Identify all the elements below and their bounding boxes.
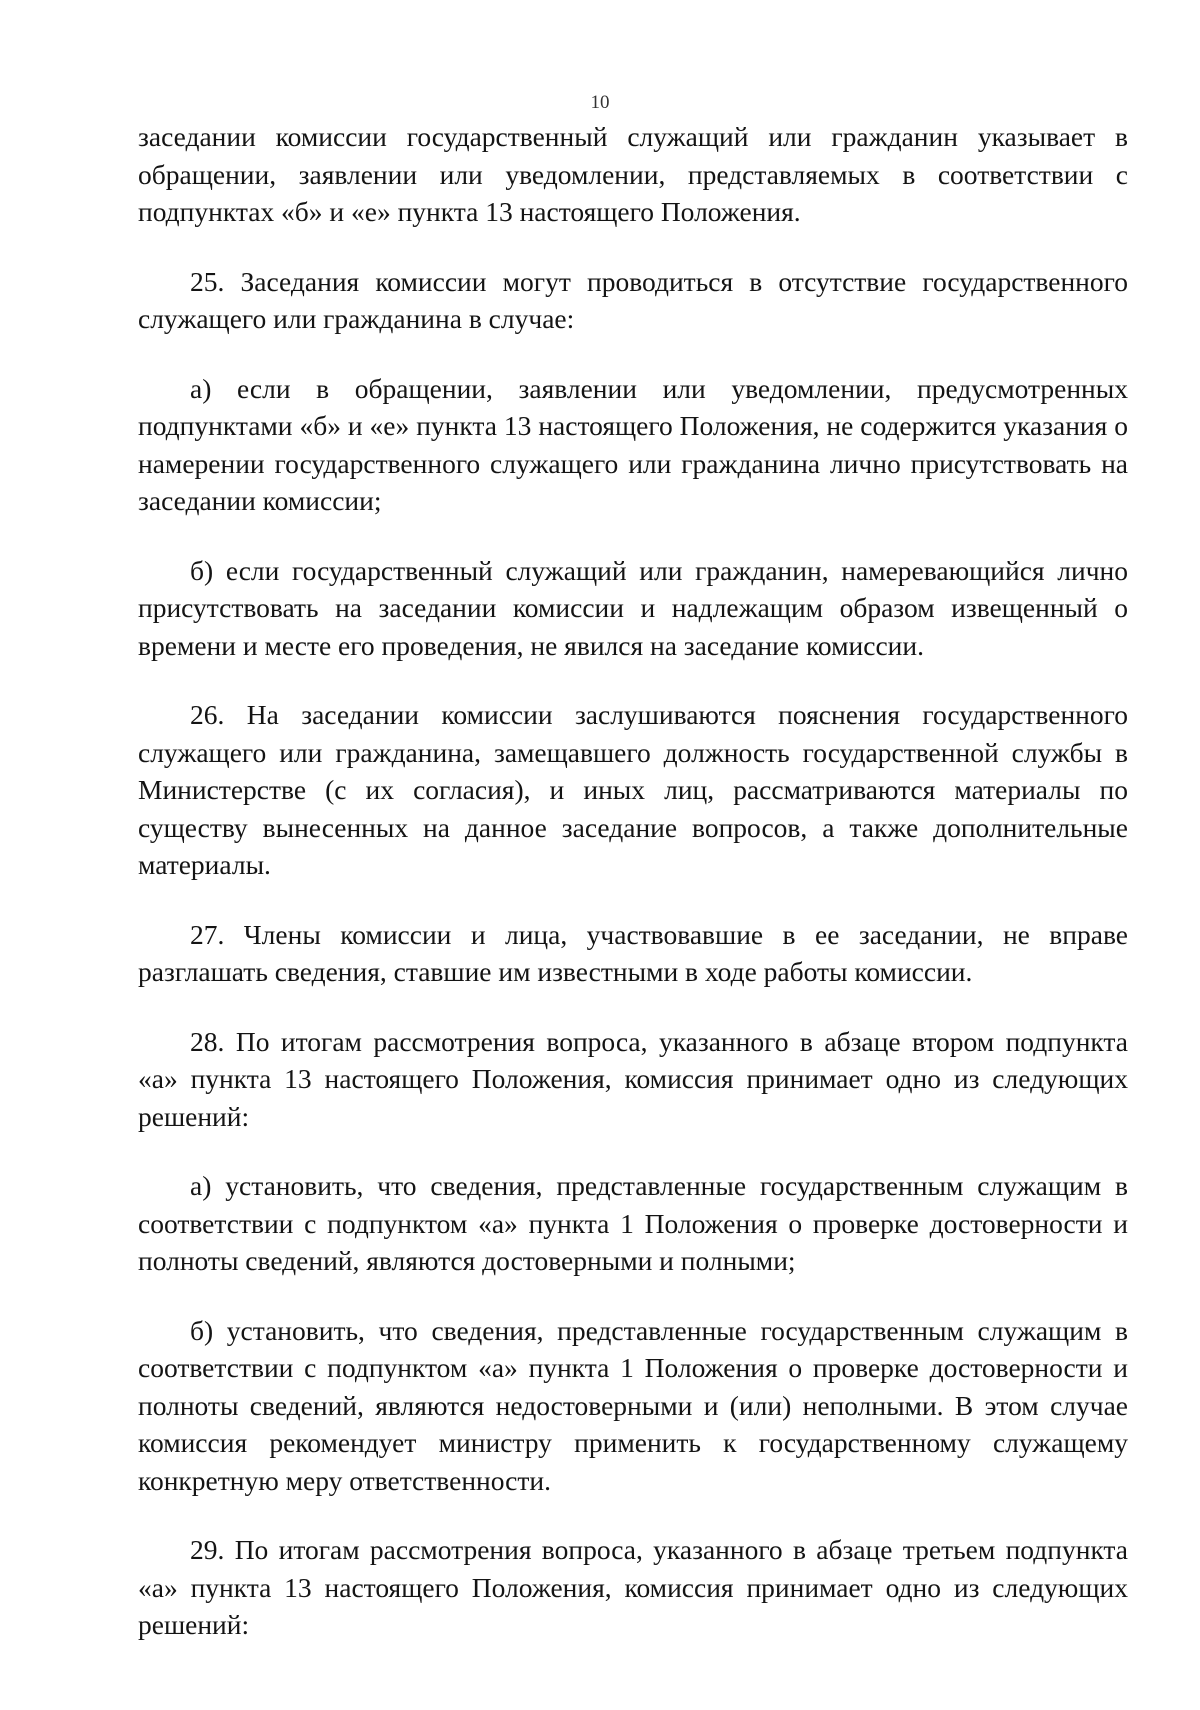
paragraph-25-a: а) если в обращении, заявлении или уведомлении, предусмотренных подпунктами «б» и «е» пункта 13 настоящего Положения, не содержится указания о намерении государственного служащего или гражданина лично присутствовать на заседании комиссии; — [138, 372, 1128, 516]
paragraph-28: 28. По итогам рассмотрения вопроса, указанного в абзаце втором подпункта «а» пункта 13 настоящего Положения, комиссия принимает одно из следующих решений: — [138, 1025, 1128, 1132]
paragraph-29: 29. По итогам рассмотрения вопроса, указанного в абзаце третьем подпункта «а» пункта 13 настоящего Положения, комиссия принимает одно из следующих решений: — [138, 1534, 1128, 1640]
paragraph-continuation: заседании комиссии государственный служащий или гражданин указывает в обращении, заявлении или уведомлении, представляемых в соответствии с подпунктах «б» и «е» пункта 13 настоящего Положения. — [138, 121, 1128, 227]
paragraph-28-a: а) установить, что сведения, представленные государственным служащим в соответствии с подпунктом «а» пункта 1 Положения о проверке достоверности и полноты сведений, являются достоверными и полными; — [138, 1170, 1128, 1276]
paragraph-25: 25. Заседания комиссии могут проводиться в отсутствие государственного служащего или гражданина в случае: — [138, 265, 1128, 334]
paragraph-28-b: б) установить, что сведения, представленные государственным служащим в соответствии с подпунктом «а» пункта 1 Положения о проверке достоверности и полноты сведений, являются недостоверными и (или) неполными. В этом случае комиссия рекомендует министру применить к государственному служащему конкретную меру ответственности. — [138, 1314, 1128, 1496]
paragraph-27: 27. Члены комиссии и лица, участвовавшие в ее заседании, не вправе разглашать сведения, ставшие им известными в ходе работы комиссии. — [138, 918, 1128, 987]
paragraph-25-b: б) если государственный служащий или гражданин, намеревающийся лично присутствовать на заседании комиссии и надлежащим образом извещенный о времени и месте его проведения, не явился на заседание комиссии. — [138, 554, 1128, 661]
page-number: 10 — [590, 92, 610, 113]
document-body — [138, 118, 1128, 1676]
paragraph-26: 26. На заседании комиссии заслушиваются пояснения государственного служащего или гражданина, замещавшего должность государственной службы в Министерстве (с их согласия), и иных лиц, рассматриваются материалы по существу вынесенных на данное заседание вопросов, а также дополнительные материалы. — [138, 699, 1128, 880]
